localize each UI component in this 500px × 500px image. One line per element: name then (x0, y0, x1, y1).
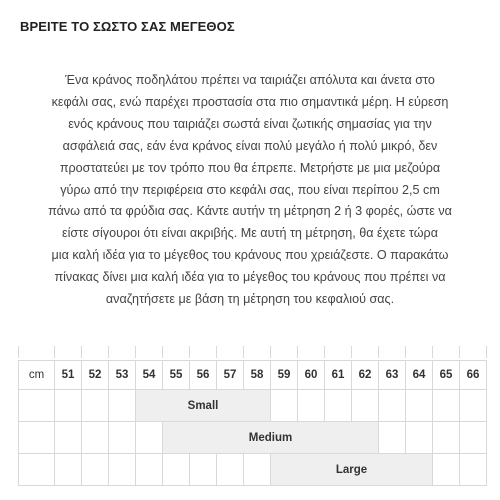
column-tick (189, 346, 190, 358)
empty-cell (406, 422, 433, 454)
paragraph-line: προστατεύει με τον τρόπο που θα έπρεπε. Μετρήστε με μια μεζούρα (59, 160, 441, 175)
size-band-row (19, 454, 487, 486)
size-band-medium: Medium (163, 422, 379, 454)
paragraph-line: Ένα κράνος ποδηλάτου πρέπει να ταιριάζει απόλυτα και άνετα στο (65, 73, 435, 87)
paragraph-line: πίνακας δίνει μια καλή ιδέα για το μέγεθος του κράνους που πρέπει να (54, 270, 446, 285)
size-column-header: 65 (433, 361, 460, 390)
paragraph-line: κεφάλι σας, ενώ παρέχει προστασία στα πιο σημαντικά μέρη. Η εύρεση (51, 94, 449, 109)
column-tick (297, 346, 298, 358)
column-tick (54, 346, 55, 358)
size-column-header: 58 (244, 361, 271, 390)
empty-cell (298, 390, 325, 422)
empty-cell (433, 390, 460, 422)
empty-cell (55, 454, 82, 486)
size-column-header: 60 (298, 361, 325, 390)
size-column-header: 61 (325, 361, 352, 390)
empty-cell (217, 454, 244, 486)
size-column-header: 56 (190, 361, 217, 390)
empty-cell (379, 390, 406, 422)
paragraph-line: γύρω από την περιφέρεια στο κεφάλι σας, που είναι περίπου 2,5 cm (60, 182, 440, 197)
size-band-large: Large (271, 454, 433, 486)
empty-cell (82, 422, 109, 454)
column-tick (486, 346, 487, 358)
row-label-cell (19, 422, 55, 454)
paragraph-line: ενός κράνους που ταιριάζει σωστά είναι ζωτικής σημασίας για την (68, 116, 432, 131)
size-column-header: 51 (55, 361, 82, 390)
size-column-header: 53 (109, 361, 136, 390)
empty-cell (244, 454, 271, 486)
paragraph-line: πάνω από τα φρύδια σας. Κάντε αυτήν τη μέτρηση 2 ή 3 φορές, ώστε να (48, 204, 452, 219)
empty-cell (109, 454, 136, 486)
column-tick (459, 346, 460, 358)
size-guide-heading: ΒΡΕΙΤΕ ΤΟ ΣΩΣΤΟ ΣΑΣ ΜΕΓΕΘΟΣ (20, 19, 235, 34)
size-column-header: 64 (406, 361, 433, 390)
column-tick (270, 346, 271, 358)
empty-cell (460, 422, 487, 454)
empty-cell (82, 454, 109, 486)
column-tick (162, 346, 163, 358)
size-column-header: 52 (82, 361, 109, 390)
size-column-header: 59 (271, 361, 298, 390)
empty-cell (406, 390, 433, 422)
paragraph-line: ασφάλειά σας, εάν ένα κράνος είναι πολύ μεγάλο ή πολύ μικρό, δεν (62, 138, 438, 153)
column-tick (432, 346, 433, 358)
column-tick (135, 346, 136, 358)
paragraph-line: είστε σίγουροι ότι είναι ακριβής. Με αυτή τη μέτρηση, θα έχετε τώρα (61, 226, 439, 241)
size-column-header: 54 (136, 361, 163, 390)
empty-cell (271, 390, 298, 422)
empty-cell (55, 390, 82, 422)
empty-cell (136, 454, 163, 486)
size-column-header: 55 (163, 361, 190, 390)
empty-cell (379, 422, 406, 454)
size-column-header: 66 (460, 361, 487, 390)
empty-cell (82, 390, 109, 422)
paragraph-line: μια καλή ιδέα για το μέγεθος του κράνους που χρειάζεστε. Ο παρακάτω (51, 248, 449, 263)
empty-cell (109, 422, 136, 454)
empty-cell (433, 422, 460, 454)
size-column-header: 62 (352, 361, 379, 390)
column-tick (243, 346, 244, 358)
column-tick (324, 346, 325, 358)
empty-cell (163, 454, 190, 486)
empty-cell (109, 390, 136, 422)
empty-cell (460, 390, 487, 422)
empty-cell (190, 454, 217, 486)
row-label-cell (19, 390, 55, 422)
unit-label: cm (19, 361, 55, 390)
helmet-size-table (18, 360, 487, 486)
empty-cell (433, 454, 460, 486)
column-tick (378, 346, 379, 358)
column-tick (81, 346, 82, 358)
column-tick (405, 346, 406, 358)
size-guide-paragraph (19, 70, 481, 311)
empty-cell (136, 422, 163, 454)
size-band-small: Small (136, 390, 271, 422)
row-label-cell (19, 454, 55, 486)
column-tick (351, 346, 352, 358)
empty-cell (325, 390, 352, 422)
size-column-header: 57 (217, 361, 244, 390)
column-tick (216, 346, 217, 358)
size-band-row (19, 390, 487, 422)
column-tick (108, 346, 109, 358)
paragraph-line: αναζητήσετε με βάση τη μέτρηση του κεφαλιού σας. (105, 292, 395, 307)
empty-cell (460, 454, 487, 486)
size-band-row (19, 422, 487, 454)
empty-cell (55, 422, 82, 454)
column-tick (18, 346, 19, 358)
header-row (19, 361, 487, 390)
empty-cell (352, 390, 379, 422)
size-column-header: 63 (379, 361, 406, 390)
